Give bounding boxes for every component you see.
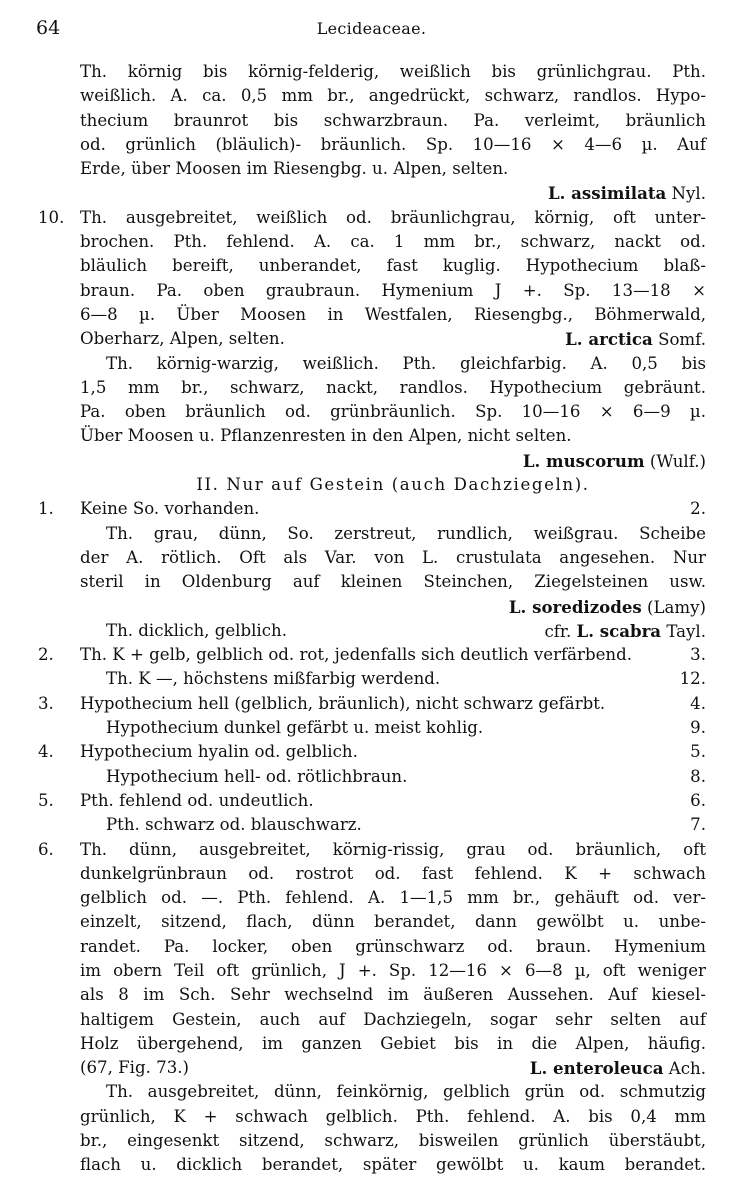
text-line	[0, 1032, 737, 1056]
species-name: L. scabra	[576, 620, 662, 641]
lead-to-number: 6.	[690, 790, 706, 810]
text-line	[0, 1105, 737, 1129]
line-text: randet. Pa. locker, oben grünschwarz od. braun. Hymenium	[80, 936, 706, 956]
line-text: weißlich. A. ca. 0,5 mm br., angedrückt, schwarz, randlos. Hypo-	[80, 86, 706, 106]
line-text: Th. ausgebreitet, dünn, feinkörnig, gelblich grün od. schmutzig	[106, 1082, 706, 1102]
line-text: braun. Pa. oben graubraun. Hymenium J +. Sp. 13—18 ×	[80, 280, 706, 300]
text-line	[0, 449, 737, 473]
line-text: Holz übergehend, im ganzen Gebiet bis in die Alpen, häufig.	[80, 1033, 706, 1053]
text-line	[0, 424, 737, 448]
text-line	[0, 765, 737, 789]
section-heading	[0, 473, 737, 497]
couplet-number: 10.	[38, 207, 65, 227]
text-line	[0, 133, 737, 157]
species-name: L. enteroleuca	[529, 1058, 664, 1079]
text-line	[0, 935, 737, 959]
page-header	[36, 17, 707, 43]
text-line	[0, 352, 737, 376]
line-text: einzelt, sitzend, flach, dünn berandet, dann gewölbt u. unbe-	[80, 912, 706, 932]
line-text: Erde, über Moosen im Riesengbg. u. Alpen, selten.	[80, 159, 509, 179]
line-text: grünlich, K + schwach gelblich. Pth. fehlend. A. bis 0,4 mm	[80, 1106, 706, 1126]
text-line	[0, 838, 737, 862]
text-line	[0, 595, 737, 619]
line-text: dunkelgrünbraun od. rostrot od. fast fehlend. K + schwach	[80, 863, 706, 883]
line-text: Th. grau, dünn, So. zerstreut, rundlich, weißgrau. Scheibe	[106, 523, 706, 543]
couplet-number: 4.	[38, 742, 54, 762]
couplet-number: 1.	[38, 499, 54, 519]
text-line	[0, 959, 737, 983]
line-text: Hypothecium hell- od. rötlichbraun.	[106, 766, 408, 786]
page-body	[0, 60, 737, 1178]
section-heading-text: II. Nur auf Gestein (auch Dachziegeln).	[196, 475, 590, 495]
species-name: L. muscorum	[522, 450, 645, 471]
line-text: steril in Oldenburg auf kleinen Steinchen, Ziegelsteinen usw.	[80, 572, 706, 592]
text-line	[0, 862, 737, 886]
cfr-label: cfr.	[544, 621, 572, 641]
text-line	[0, 716, 737, 740]
line-text: Th. dünn, ausgebreitet, körnig-rissig, grau od. bräunlich, oft	[80, 839, 706, 859]
line-text: Th. körnig-warzig, weißlich. Pth. gleichfarbig. A. 0,5 bis	[106, 353, 706, 373]
lead-to-number: 9.	[690, 718, 706, 738]
couplet-number: 2.	[38, 645, 54, 665]
line-text: bläulich bereift, unberandet, fast kuglig. Hypothecium blaß-	[80, 256, 706, 276]
lead-to-number: 2.	[690, 499, 706, 519]
line-text: 1,5 mm br., schwarz, nackt, randlos. Hypothecium gebräunt.	[80, 377, 706, 397]
text-line	[0, 740, 737, 764]
species-citation	[565, 327, 706, 351]
line-text: im obern Teil oft grünlich, J +. Sp. 12—16 × 6—8 µ, oft weniger	[80, 960, 706, 980]
lead-to-number: 12.	[679, 669, 706, 689]
line-text: od. grünlich (bläulich)- bräunlich. Sp. 10—16 × 4—6 µ. Auf	[80, 134, 706, 154]
text-line	[0, 522, 737, 546]
species-author: Somf.	[658, 330, 706, 350]
text-line	[0, 376, 737, 400]
line-text: Oberharz, Alpen, selten.	[80, 329, 285, 349]
couplet-number: 5.	[38, 790, 54, 810]
text-line	[0, 206, 737, 230]
species-author: Tayl.	[666, 621, 706, 641]
text-line	[0, 279, 737, 303]
line-text: Hypothecium hyalin od. gelblich.	[80, 742, 358, 762]
text-line	[0, 886, 737, 910]
line-text: Pth. fehlend od. undeutlich.	[80, 790, 314, 810]
text-line	[0, 230, 737, 254]
species-name: L. arctica	[565, 329, 653, 350]
text-line	[0, 983, 737, 1007]
line-text: (67, Fig. 73.)	[80, 1058, 189, 1078]
species-author: (Wulf.)	[649, 451, 706, 471]
text-line	[0, 813, 737, 837]
line-text: Th. K + gelb, gelblich od. rot, jedenfalls sich deutlich verfärbend.	[80, 645, 633, 665]
line-text: gelblich od. —. Pth. fehlend. A. 1—1,5 mm br., gehäuft od. ver-	[80, 888, 706, 908]
text-line	[0, 157, 737, 181]
line-text: Th. dicklich, gelblich.	[106, 620, 287, 640]
text-line	[0, 1129, 737, 1153]
text-line	[0, 667, 737, 691]
line-text: Pth. schwarz od. blauschwarz.	[106, 815, 362, 835]
couplet-number: 3.	[38, 693, 54, 713]
lead-to-number: 3.	[690, 645, 706, 665]
species-citation	[544, 619, 706, 643]
text-line	[0, 1008, 737, 1032]
lead-to-number: 7.	[690, 815, 706, 835]
text-line	[0, 1080, 737, 1104]
text-line	[0, 109, 737, 133]
line-text: Th. ausgebreitet, weißlich od. bräunlichgrau, körnig, oft unter-	[80, 207, 706, 227]
line-text: flach u. dicklich berandet, später gewölbt u. kaum berandet.	[80, 1155, 706, 1175]
line-text: Hypothecium hell (gelblich, bräunlich), nicht schwarz gefärbt.	[80, 693, 606, 713]
lead-to-number: 5.	[690, 742, 706, 762]
line-text: Über Moosen u. Pflanzenresten in den Alpen, nicht selten.	[80, 426, 572, 446]
couplet-number: 6.	[38, 839, 54, 859]
text-line	[0, 254, 737, 278]
text-line	[0, 789, 737, 813]
text-line	[0, 910, 737, 934]
line-text: als 8 im Sch. Sehr wechselnd im äußeren Aussehen. Auf kiesel-	[80, 985, 706, 1005]
line-text: Th. körnig bis körnig-felderig, weißlich bis grünlichgrau. Pth.	[80, 62, 706, 81]
line-text: der A. rötlich. Oft als Var. von L. crustulata angesehen. Nur	[80, 547, 706, 567]
line-text: Th. K —, höchstens mißfarbig werdend.	[106, 669, 441, 689]
text-line	[0, 546, 737, 570]
text-line	[0, 1056, 737, 1080]
text-line	[0, 570, 737, 594]
line-text: Pa. oben bräunlich od. grünbräunlich. Sp. 10—16 × 6—9 µ.	[80, 402, 706, 422]
page-number: 64	[36, 17, 61, 39]
line-text: Keine So. vorhanden.	[80, 499, 260, 519]
text-line	[0, 400, 737, 424]
text-line	[0, 303, 737, 327]
text-line	[0, 497, 737, 521]
text-line	[0, 181, 737, 205]
text-line	[0, 643, 737, 667]
species-name: L. assimilata	[547, 183, 667, 204]
species-author: Ach.	[668, 1059, 706, 1079]
lead-to-number: 8.	[690, 766, 706, 786]
lead-to-number: 4.	[690, 693, 706, 713]
line-text: br., eingesenkt sitzend, schwarz, bisweilen grünlich überstäubt,	[80, 1131, 706, 1151]
text-line	[0, 327, 737, 351]
species-citation	[530, 1056, 706, 1080]
line-text: Hypothecium dunkel gefärbt u. meist kohlig.	[106, 718, 484, 738]
line-text: thecium braunrot bis schwarzbraun. Pa. verleimt, bräunlich	[80, 110, 706, 130]
text-line	[0, 692, 737, 716]
text-line	[0, 1153, 737, 1177]
line-text: haltigem Gestein, auch auf Dachziegeln, sogar sehr selten auf	[80, 1009, 706, 1029]
text-line	[0, 619, 737, 643]
species-author: Nyl.	[671, 184, 706, 204]
species-author: (Lamy)	[647, 597, 706, 617]
line-text: brochen. Pth. fehlend. A. ca. 1 mm br., schwarz, nackt od.	[80, 232, 706, 252]
text-line	[0, 84, 737, 108]
species-name: L. soredizodes	[508, 596, 642, 617]
text-line	[0, 60, 737, 84]
line-text: 6—8 µ. Über Moosen in Westfalen, Riesengbg., Böhmerwald,	[80, 304, 706, 324]
running-title: Lecideaceae.	[316, 19, 427, 38]
